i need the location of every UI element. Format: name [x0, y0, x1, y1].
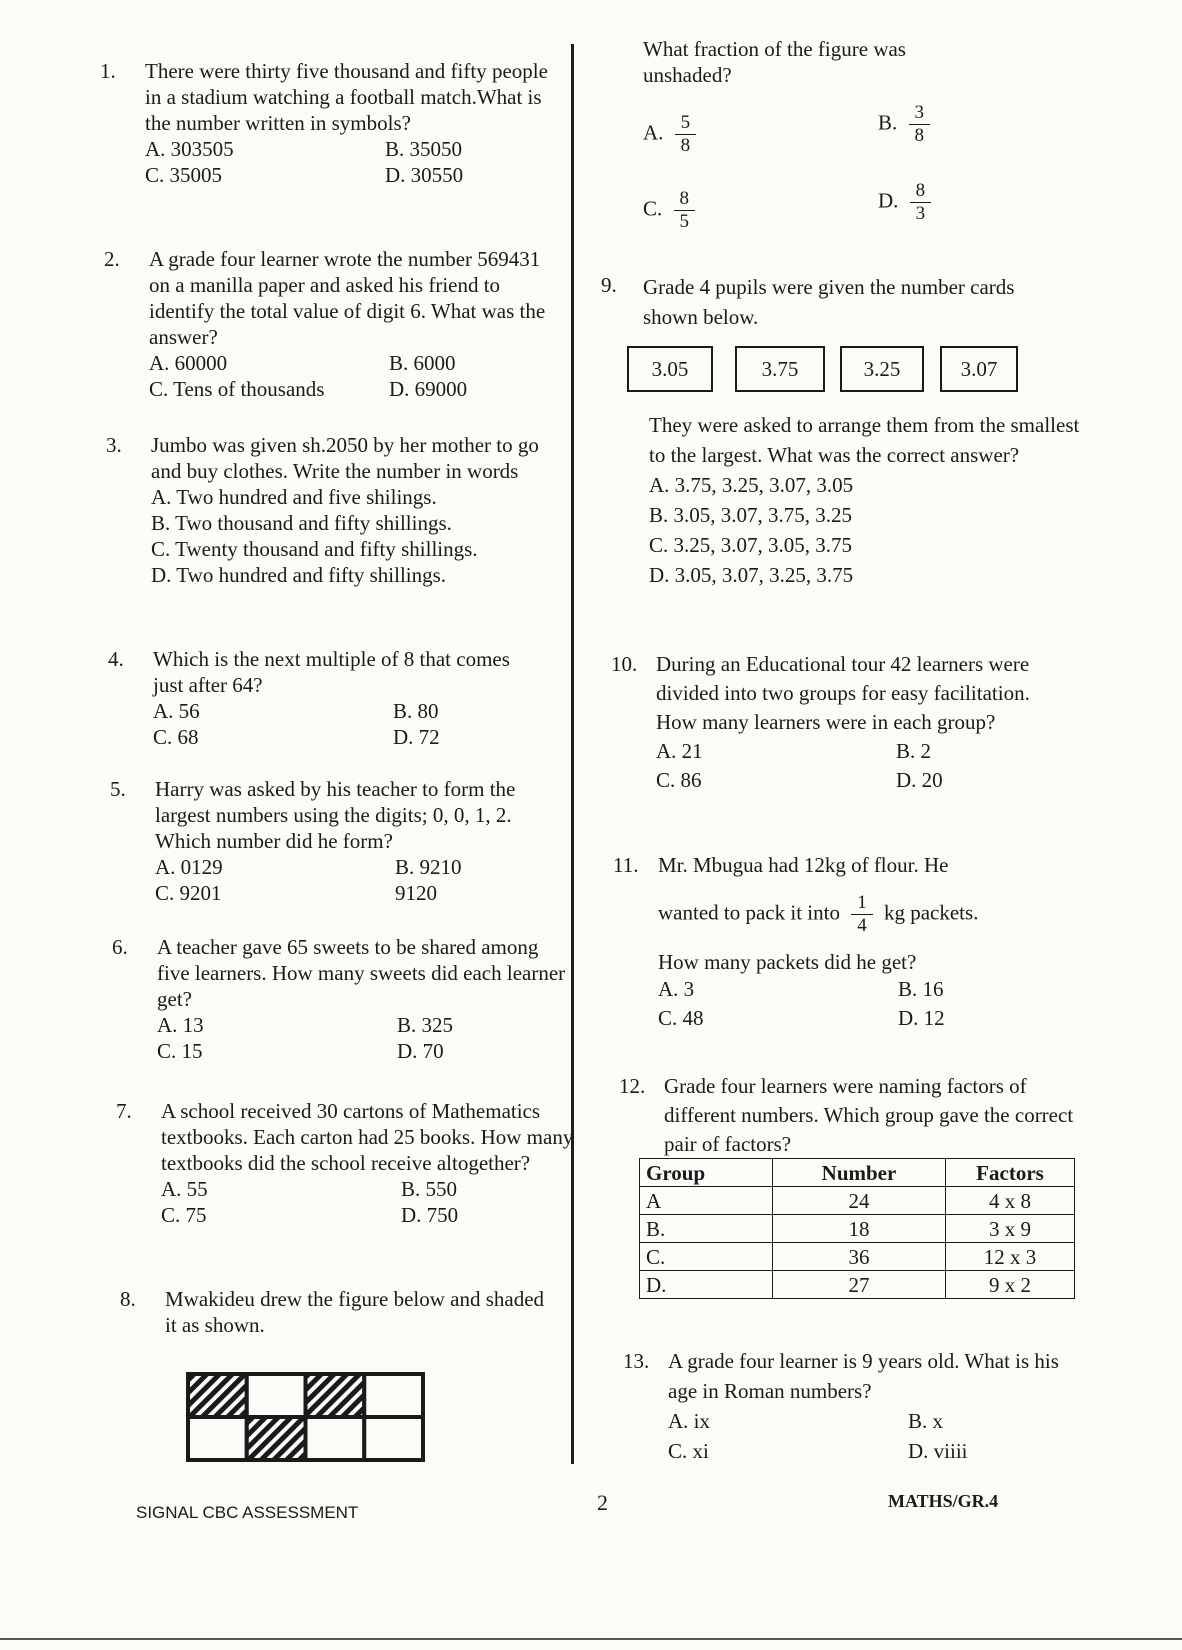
options: [656, 737, 1171, 795]
column-divider: [571, 44, 574, 1464]
option-b[interactable]: B. x: [908, 1409, 944, 1433]
factors-table: [639, 1158, 1075, 1299]
question-text: Mr. Mbugua had 12kg of flour. He: [658, 853, 949, 877]
column-header: Factors: [946, 1159, 1075, 1187]
question-text: Mwakideu drew the figure below and shaded it as shown.: [165, 1287, 545, 1337]
column-header: Group: [640, 1159, 773, 1187]
option-d[interactable]: D. 3.05, 3.07, 3.25, 3.75: [649, 563, 854, 587]
option-c[interactable]: C. 3.25, 3.07, 3.05, 3.75: [649, 533, 853, 557]
question-number: 2.: [104, 247, 120, 271]
cell-group: C.: [640, 1243, 773, 1271]
option-c[interactable]: C. Tens of thousands: [149, 377, 325, 401]
question-8: [120, 1286, 570, 1338]
option-b[interactable]: B. 35050: [385, 137, 463, 161]
question-3: [106, 432, 566, 588]
question-text: A school received 30 cartons of Mathematics textbooks. Each carton had 25 books. How many textbooks did the school receive altogether?: [161, 1099, 574, 1175]
page-number: 2: [597, 1490, 608, 1515]
option-b[interactable]: B. 16: [898, 977, 944, 1001]
question-number: 4.: [108, 647, 124, 671]
option-b[interactable]: B. 6000: [389, 351, 456, 375]
footer-publisher: SIGNAL CBC ASSESSMENT: [136, 1503, 359, 1522]
cell-number: 27: [773, 1271, 946, 1299]
option-b[interactable]: B. 80: [393, 699, 439, 723]
option-c[interactable]: C. 15: [157, 1039, 203, 1063]
question-11: [613, 852, 1173, 1033]
table-row[interactable]: [640, 1271, 1075, 1299]
question-number: 9.: [601, 273, 617, 297]
cell-factors: 12 x 3: [946, 1243, 1075, 1271]
option-a[interactable]: A. 3.75, 3.25, 3.07, 3.05: [649, 473, 854, 497]
option-d[interactable]: D. 30550: [385, 163, 464, 187]
question-number: 13.: [623, 1349, 650, 1373]
option-c[interactable]: C. 68: [153, 725, 199, 749]
shaded-cell: [306, 1374, 365, 1417]
option-d[interactable]: D. 70: [397, 1039, 444, 1063]
column-header: Number: [773, 1159, 946, 1187]
option-a[interactable]: A. $\frac{5}{8}$: [643, 112, 702, 157]
cell-factors: 9 x 2: [946, 1271, 1075, 1299]
question-number: 11.: [613, 853, 639, 877]
bottom-rule: [0, 1638, 1182, 1640]
question-text: Grade 4 pupils were given the number cards shown below.: [643, 275, 1015, 329]
option-c[interactable]: C. 75: [161, 1203, 207, 1227]
option-a[interactable]: A. ix: [668, 1409, 710, 1433]
question-7: [116, 1098, 576, 1228]
question-8-options: [643, 102, 1163, 252]
options: [157, 1012, 572, 1064]
question-13: [623, 1346, 1182, 1466]
fraction: $\frac{8}{5}$: [674, 188, 696, 233]
option-c[interactable]: C. 35005: [145, 163, 223, 187]
question-8-continued: What fraction of the figure was unshaded?: [643, 37, 906, 87]
question-text: Grade four learners were naming factors of different numbers. Which group gave the correct pair of factors?: [664, 1074, 1074, 1156]
question-5: [110, 776, 570, 906]
unshaded-cell: [306, 1417, 365, 1460]
question-text: A grade four learner wrote the number 569431 on a manilla paper and asked his friend to identify the total value of digit 6. What was the answer?: [149, 247, 546, 349]
option-c[interactable]: C. 48: [658, 1006, 704, 1030]
fraction: $\frac{1}{4}$: [851, 892, 873, 937]
fraction: $\frac{5}{8}$: [675, 112, 697, 157]
option-d[interactable]: D. 750: [401, 1203, 459, 1227]
table-row[interactable]: [640, 1215, 1075, 1243]
options: [151, 484, 566, 588]
question-1: [100, 58, 560, 188]
question-text: They were asked to arrange them from the smallest to the largest. What was the correct answer?: [649, 413, 1080, 467]
question-number: 1.: [100, 59, 116, 83]
question-text: Jumbo was given sh.2050 by her mother to go and buy clothes. Write the number in words: [151, 433, 539, 483]
shaded-cell: [188, 1374, 247, 1417]
option-a[interactable]: A. Two hundred and five shilings.: [151, 485, 437, 509]
number-cards: [627, 346, 1147, 396]
unshaded-cell: [188, 1417, 247, 1460]
option-d[interactable]: D. 69000: [389, 377, 468, 401]
fraction: $\frac{8}{3}$: [910, 180, 932, 225]
option-c[interactable]: C. xi: [668, 1439, 709, 1463]
shaded-rectangle-figure: [183, 1369, 428, 1465]
question-text: A teacher gave 65 sweets to be shared among five learners. How many sweets did each learner get?: [157, 935, 566, 1011]
cell-factors: 4 x 8: [946, 1187, 1075, 1215]
option-c[interactable]: C. 9201: [155, 881, 222, 905]
question-text: There were thirty five thousand and fifty people in a stadium watching a football match.What is the number written in symbols?: [145, 59, 548, 135]
options: [658, 975, 1173, 1033]
option-a[interactable]: A. 3: [658, 977, 695, 1001]
options: [145, 136, 560, 188]
question-9-continued: [649, 410, 1089, 590]
option-d[interactable]: D. viiii: [908, 1439, 968, 1463]
option-a[interactable]: A. 60000: [149, 351, 228, 375]
question-text-line3: How many packets did he get?: [658, 950, 917, 974]
question-number: 7.: [116, 1099, 132, 1123]
fraction: $\frac{3}{8}$: [909, 102, 931, 147]
question-6: [112, 934, 572, 1064]
option-b[interactable]: B. 550: [401, 1177, 458, 1201]
option-b[interactable]: B. 325: [397, 1013, 454, 1037]
option-a[interactable]: A. 303505: [145, 137, 234, 161]
question-text: A grade four learner is 9 years old. What is his age in Roman numbers?: [668, 1349, 1059, 1403]
options: [155, 854, 570, 906]
option-b[interactable]: B. 9210: [395, 855, 462, 879]
question-text: Which is the next multiple of 8 that comes just after 64?: [153, 647, 510, 697]
option-d[interactable]: D. 20: [896, 768, 943, 792]
options: [668, 1406, 1182, 1466]
option-b[interactable]: B. 2: [896, 739, 932, 763]
option-b[interactable]: B. $\frac{3}{8}$: [878, 102, 936, 147]
option-b[interactable]: B. 3.05, 3.07, 3.75, 3.25: [649, 503, 853, 527]
question-text-line2: wanted to pack it into $\frac{1}{4}$ kg packets.: [658, 892, 979, 936]
option-a[interactable]: A. 21: [656, 739, 703, 763]
shaded-cell: [247, 1417, 306, 1460]
options: [153, 698, 568, 750]
option-a[interactable]: A. 0129: [155, 855, 223, 879]
cell-group: D.: [640, 1271, 773, 1299]
number-card: 3.05: [627, 346, 713, 392]
option-b[interactable]: B. Two thousand and fifty shillings.: [151, 511, 452, 535]
option-c[interactable]: C. 86: [656, 768, 702, 792]
unshaded-cell: [364, 1417, 423, 1460]
table-row[interactable]: [640, 1243, 1075, 1271]
question-9: [601, 272, 1161, 332]
option-a[interactable]: A. 13: [157, 1013, 204, 1037]
question-number: 5.: [110, 777, 126, 801]
table-row[interactable]: [640, 1187, 1075, 1215]
option-d[interactable]: D. $\frac{8}{3}$: [878, 180, 937, 225]
question-4: [108, 646, 568, 750]
question-number: 10.: [611, 652, 638, 676]
cell-number: 24: [773, 1187, 946, 1215]
cell-group: A: [640, 1187, 773, 1215]
question-2: [104, 246, 564, 402]
option-c[interactable]: C. $\frac{8}{5}$: [643, 188, 701, 233]
question-10: [611, 650, 1171, 795]
number-card: 3.75: [735, 346, 825, 392]
option-d[interactable]: D. 12: [898, 1006, 945, 1030]
question-text: During an Educational tour 42 learners were divided into two groups for easy facilitation. How many learners were in each group?: [656, 652, 1030, 734]
options: [161, 1176, 576, 1228]
question-12: [619, 1072, 1179, 1159]
options: [149, 350, 564, 402]
footer-subject: MATHS/GR.4: [888, 1491, 999, 1511]
option-c[interactable]: C. Twenty thousand and fifty shillings.: [151, 537, 478, 561]
cell-group: B.: [640, 1215, 773, 1243]
question-number: 3.: [106, 433, 122, 457]
table-header-row: [640, 1159, 1075, 1187]
cell-number: 18: [773, 1215, 946, 1243]
option-d[interactable]: D. Two hundred and fifty shillings.: [151, 563, 447, 587]
question-number: 12.: [619, 1074, 646, 1098]
cell-number: 36: [773, 1243, 946, 1271]
option-d[interactable]: 9120: [395, 881, 437, 905]
cell-factors: 3 x 9: [946, 1215, 1075, 1243]
option-a[interactable]: A. 55: [161, 1177, 208, 1201]
question-number: 8.: [120, 1287, 136, 1311]
option-a[interactable]: A. 56: [153, 699, 200, 723]
question-number: 6.: [112, 935, 128, 959]
option-d[interactable]: D. 72: [393, 725, 440, 749]
question-text: Harry was asked by his teacher to form the largest numbers using the digits; 0, 0, 1, 2. Which number did he form?: [155, 777, 516, 853]
number-card: 3.07: [940, 346, 1018, 392]
unshaded-cell: [247, 1374, 306, 1417]
number-card: 3.25: [840, 346, 924, 392]
unshaded-cell: [364, 1374, 423, 1417]
